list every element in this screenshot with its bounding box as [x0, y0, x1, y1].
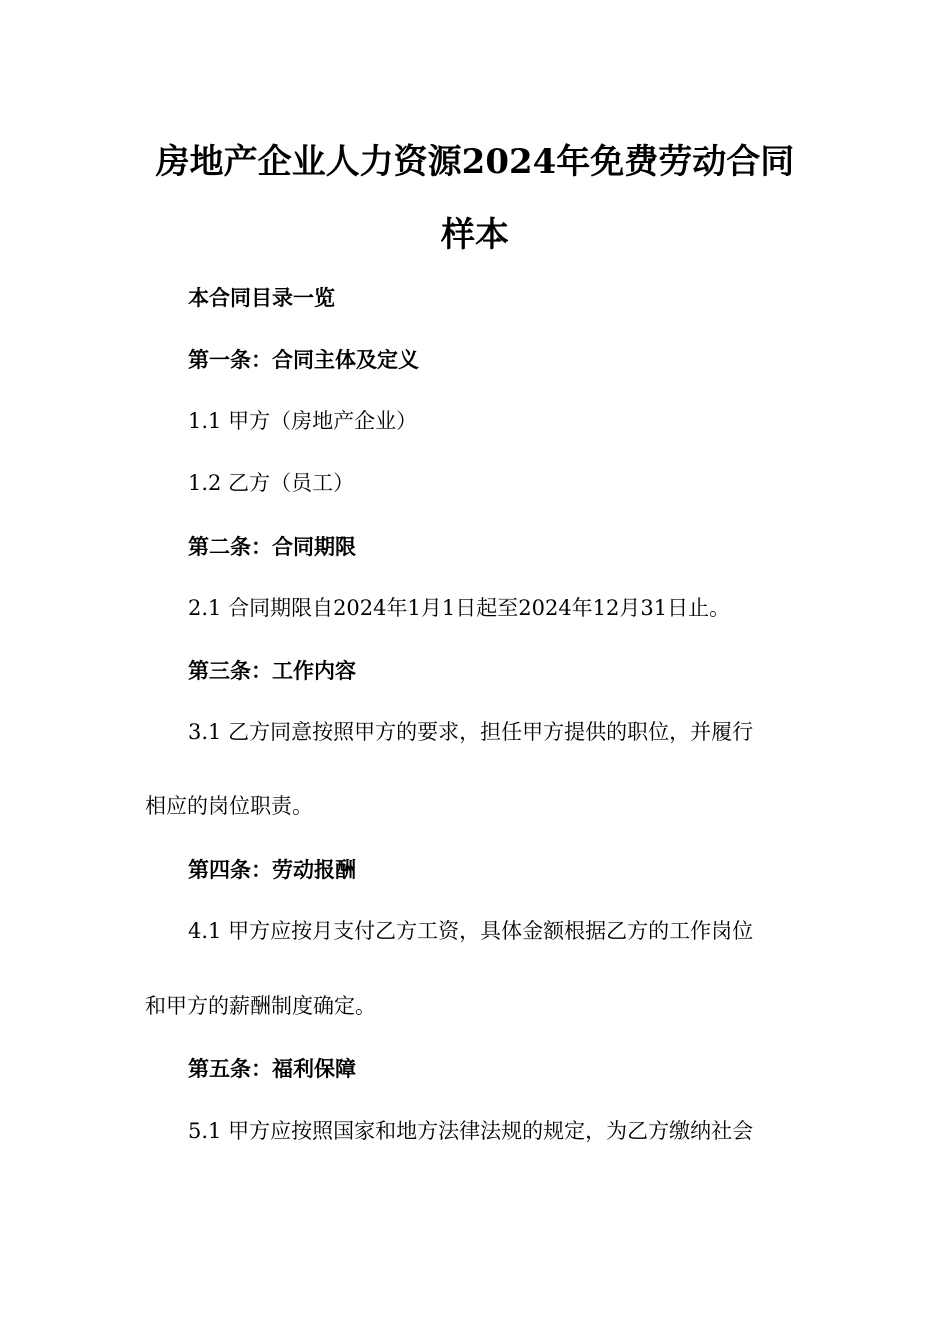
section-5-heading: 第五条：福利保障 — [188, 1056, 356, 1081]
section-1-item-2: 1.2 乙方（员工） — [188, 471, 355, 495]
document-title-line-2: 样本 — [441, 215, 509, 255]
section-4-heading: 第四条：劳动报酬 — [188, 857, 356, 882]
section-3-item-1: 3.1 乙方同意按照甲方的要求，担任甲方提供的职位，并履行 — [188, 720, 754, 744]
section-4-item-1: 4.1 甲方应按月支付乙方工资，具体金额根据乙方的工作岗位 — [188, 919, 754, 943]
section-2-heading: 第二条：合同期限 — [188, 534, 356, 559]
section-3-heading: 第三条：工作内容 — [188, 658, 356, 683]
section-2-item-1: 2.1 合同期限自2024年1月1日起至2024年12月31日止。 — [188, 596, 731, 620]
section-5-item-1: 5.1 甲方应按照国家和地方法律法规的规定，为乙方缴纳社会 — [188, 1119, 754, 1143]
section-3-item-1-continued: 相应的岗位职责。 — [145, 794, 313, 818]
section-4-item-1-continued: 和甲方的薪酬制度确定。 — [145, 994, 376, 1018]
toc-heading: 本合同目录一览 — [188, 285, 335, 310]
section-1-item-1: 1.1 甲方（房地产企业） — [188, 409, 418, 433]
document-title-line-1: 房地产企业人力资源2024年免费劳动合同 — [155, 142, 795, 182]
section-1-heading: 第一条：合同主体及定义 — [188, 347, 419, 372]
